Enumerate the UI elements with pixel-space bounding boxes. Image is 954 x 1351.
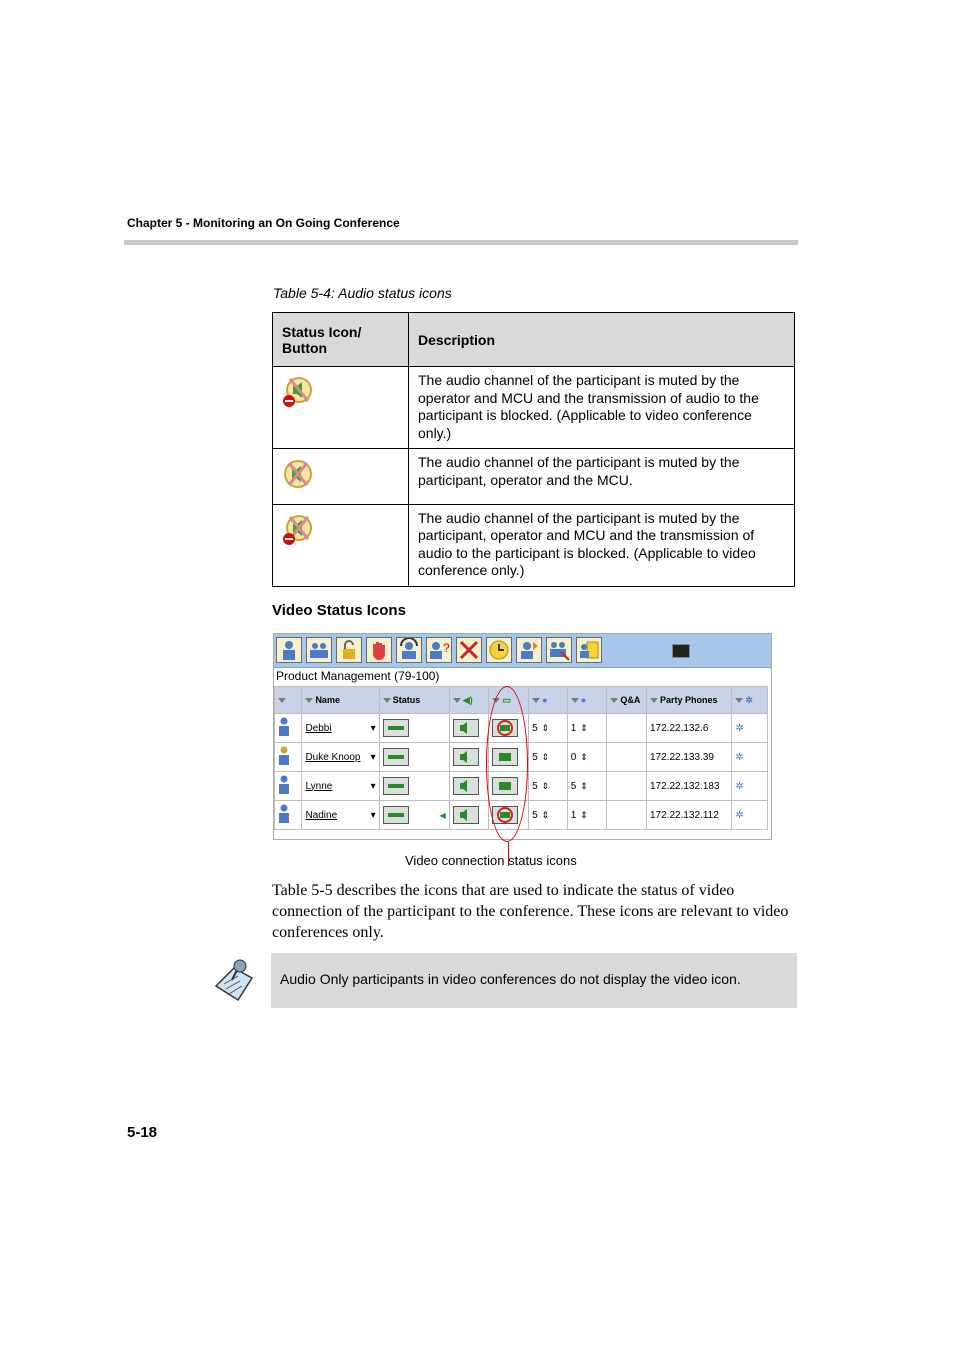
table-header-row: [273, 313, 795, 367]
audio-cell[interactable]: [449, 801, 489, 830]
participant-name[interactable]: Duke Knoop ▾: [302, 743, 379, 772]
phone-cell: 172.22.132.183: [647, 772, 732, 801]
status-cell[interactable]: [379, 714, 449, 743]
participant-icon: [275, 743, 302, 772]
audio-status-table: [272, 312, 795, 587]
audio-on-icon[interactable]: [453, 719, 479, 737]
speaker-icon: ◀): [462, 694, 473, 705]
transmit-value[interactable]: 5 ⇕: [529, 714, 568, 743]
status-cell[interactable]: [379, 801, 449, 830]
audio-on-icon[interactable]: [453, 806, 479, 824]
speaker-icon: ◀: [439, 811, 446, 820]
header-rule: [124, 240, 798, 245]
network-icon[interactable]: ✲: [732, 714, 768, 743]
qa-cell: [607, 801, 647, 830]
receive-value[interactable]: 1 ⇕: [567, 714, 607, 743]
col-header-icon: Status Icon/ Button: [273, 313, 409, 367]
audio-cell[interactable]: [449, 743, 489, 772]
table-row: [273, 449, 795, 505]
col-qa[interactable]: Q&A: [607, 687, 647, 714]
group-delete-icon: [547, 638, 571, 662]
audio-muted-blocked-icon: [281, 375, 315, 409]
connected-icon[interactable]: [383, 748, 409, 766]
qa-cell: [607, 714, 647, 743]
participant-icon: [275, 801, 302, 830]
transmit-value[interactable]: 5 ⇕: [529, 743, 568, 772]
group-document-icon: [577, 638, 601, 662]
callout-oval: [486, 686, 528, 842]
phone-cell: 172.22.132.6: [647, 714, 732, 743]
participant-icon: [275, 772, 302, 801]
col-name[interactable]: Name: [302, 687, 379, 714]
receive-value[interactable]: 1 ⇕: [567, 801, 607, 830]
network-icon: ✲: [745, 694, 753, 705]
icon-cell: [273, 449, 409, 505]
audio-on-icon[interactable]: [453, 748, 479, 766]
icon-cell: [273, 504, 409, 586]
col-receive[interactable]: [567, 687, 607, 714]
toolbar-button[interactable]: [546, 637, 572, 663]
help-user-icon: [427, 638, 451, 662]
col-network[interactable]: [732, 687, 768, 714]
col-audio[interactable]: [449, 687, 489, 714]
network-icon[interactable]: ✲: [732, 772, 768, 801]
col-type[interactable]: [275, 687, 302, 714]
connected-icon[interactable]: [383, 777, 409, 795]
audio-muted-all-icon: [281, 457, 315, 491]
toolbar-button[interactable]: [426, 637, 452, 663]
user-receive-icon: ●: [580, 695, 587, 705]
toolbar: [274, 634, 771, 668]
move-user-icon: [517, 638, 541, 662]
status-cell[interactable]: [379, 743, 449, 772]
note-text: Audio Only participants in video conferences do not display the video icon.: [280, 971, 741, 987]
toolbar-button[interactable]: [576, 637, 602, 663]
col-header-description: Description: [409, 313, 795, 367]
table-row: [273, 367, 795, 449]
description-cell: The audio channel of the participant is muted by the participant, operator and MCU and the transmission of audio to the participant is blocked. (Applicable to video conference only.): [409, 504, 795, 586]
description-cell: The audio channel of the participant is muted by the participant, operator and the MCU.: [409, 449, 795, 505]
body-paragraph: Table 5-5 describes the icons that are used to indicate the status of video connection of the participant to the conference. These icons are relevant to video conferences only.: [272, 882, 789, 941]
callout-label: Video connection status icons: [405, 853, 577, 868]
toolbar-button[interactable]: [306, 637, 332, 663]
svg-text:?: ?: [443, 641, 450, 655]
transmit-value[interactable]: 5 ⇕: [529, 801, 568, 830]
toolbar-button[interactable]: [396, 637, 422, 663]
toolbar-button[interactable]: [366, 637, 392, 663]
participant-name[interactable]: Lynne ▾: [302, 772, 379, 801]
connected-icon[interactable]: [383, 719, 409, 737]
phone-cell: 172.22.133.39: [647, 743, 732, 772]
participants-icon: [307, 638, 331, 662]
conference-title: Product Management (79-100): [276, 669, 440, 683]
audio-on-icon[interactable]: [453, 777, 479, 795]
operator-icon: [397, 638, 421, 662]
receive-value[interactable]: 0 ⇕: [567, 743, 607, 772]
network-icon[interactable]: ✲: [732, 801, 768, 830]
toolbar-button[interactable]: [486, 637, 512, 663]
audio-muted-all-blocked-icon: [281, 513, 315, 547]
qa-cell: [607, 772, 647, 801]
col-phones[interactable]: Party Phones: [647, 687, 732, 714]
qa-cell: [607, 743, 647, 772]
lock-icon: [337, 638, 361, 662]
film-icon[interactable]: [672, 644, 690, 658]
section-title: Video Status Icons: [272, 602, 406, 619]
participant-name[interactable]: Debbi ▾: [302, 714, 379, 743]
participant-icon: [277, 638, 301, 662]
phone-cell: 172.22.132.112: [647, 801, 732, 830]
icon-cell: [273, 367, 409, 449]
toolbar-button[interactable]: [276, 637, 302, 663]
table-row: [273, 504, 795, 586]
user-transmit-icon: ●: [542, 695, 548, 705]
note-pin-icon: [210, 956, 258, 1004]
toolbar-button[interactable]: [456, 637, 482, 663]
audio-cell[interactable]: [449, 714, 489, 743]
transmit-value[interactable]: 5 ⇕: [529, 772, 568, 801]
status-cell[interactable]: [379, 772, 449, 801]
chapter-header: Chapter 5 - Monitoring an On Going Conference: [127, 216, 400, 230]
hand-icon: [367, 638, 391, 662]
network-icon[interactable]: ✲: [732, 743, 768, 772]
toolbar-button[interactable]: [336, 637, 362, 663]
participant-icon: [275, 714, 302, 743]
note-box: [271, 953, 797, 1008]
description-cell: The audio channel of the participant is muted by the operator and MCU and the transmission of audio to the participant is blocked. (Applicable to video conference only.): [409, 367, 795, 449]
col-transmit[interactable]: [529, 687, 568, 714]
receive-value[interactable]: 5 ⇕: [567, 772, 607, 801]
disconnect-icon: [457, 638, 481, 662]
audio-cell[interactable]: [449, 772, 489, 801]
toolbar-button[interactable]: [516, 637, 542, 663]
participant-name[interactable]: Nadine ▾: [302, 801, 379, 830]
table-caption: Table 5-4: Audio status icons: [273, 285, 452, 301]
page-number: 5-18: [127, 1124, 158, 1141]
col-status[interactable]: Status: [379, 687, 449, 714]
connected-icon[interactable]: [383, 806, 409, 824]
camera-icon: ▭: [502, 694, 511, 705]
clock-icon: [487, 638, 511, 662]
